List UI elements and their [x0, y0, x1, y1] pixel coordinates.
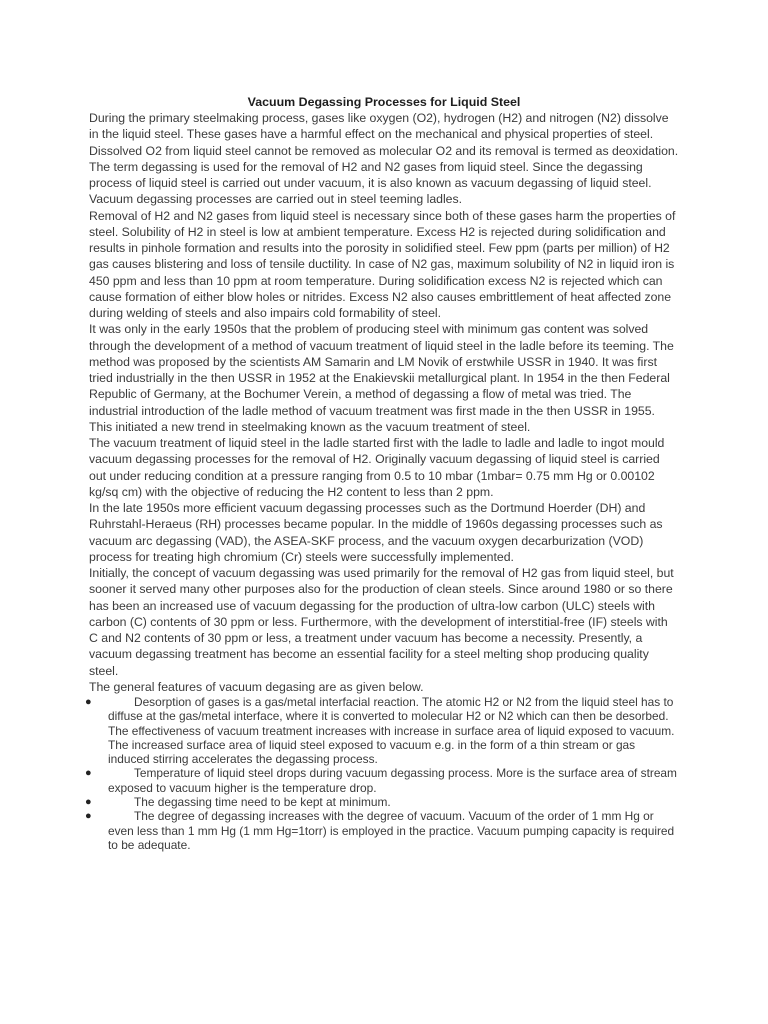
bullet-icon: ● — [85, 767, 92, 780]
list-item-text: Temperature of liquid steel drops during vacuum degassing process. More is the surface area of stream exposed to vacuum higher is the temperature drop. — [108, 766, 677, 795]
paragraph-ladle-treatment: The vacuum treatment of liquid steel in the ladle started first with the ladle to ladle and ladle to ingot mould vacuum degassing processes for the removal of H2. Originally vacuum degassing of liquid steel is carried out under reducing condition at a pressure ranging from 0.5 to 10 mbar (1mbar= 0.75 mm Hg or 0.00102 kg/sq cm) with the objective of reducing the H2 content to less than 2 ppm. — [89, 436, 665, 499]
list-item-text: The degassing time need to be kept at minimum. — [134, 795, 391, 810]
bullet-icon: ● — [85, 696, 92, 708]
bullet-icon: ● — [85, 796, 92, 809]
features-list — [85, 695, 679, 852]
paragraph-features-intro: The general features of vacuum degasing are as given below. — [89, 679, 424, 694]
paragraph-intro: During the primary steelmaking process, gases like oxygen (O2), hydrogen (H2) and nitrogen (N2) dissolve in the liquid steel. These gases have a harmful effect on the mechanical and physical properties of steel. Dissolved O2 from liquid steel cannot be removed as molecular O2 and its removal is termed as deoxidation. The term degassing is used for the removal of H2 and N2 gases from liquid steel. Since the degassing process of liquid steel is carried out under vacuum, it is also known as vacuum degassing of liquid steel. Vacuum degassing processes are carried out in steel teeming ladles. — [89, 111, 679, 207]
paragraph-clean-steel: Initially, the concept of vacuum degassing was used primarily for the removal of H2 gas from liquid steel, but sooner it served many other purposes also for the production of clean steels. Since around 1980 or so there has been an increased use of vacuum degassing for the production of ultra-low carbon (ULC) steels with carbon (C) contents of 30 ppm or less. Furthermore, with the development of interstitial-free (IF) steels with C and N2 contents of 30 ppm or less, a treatment under vacuum has become a necessity. Presently, a vacuum degassing treatment has become an essential facility for a steel melting shop producing quality steel. — [89, 566, 674, 678]
bullet-icon: ● — [85, 810, 92, 823]
list-item-text: The degree of degassing increases with the degree of vacuum. Vacuum of the order of 1 mm Hg or even less than 1 mm Hg (1 mm Hg=1torr) is employed in the practice. Vacuum pumping capacity is required to be adequate. — [108, 809, 675, 852]
paragraph-history: It was only in the early 1950s that the problem of producing steel with minimum gas content was solved through the development of a method of vacuum treatment of liquid steel in the ladle before its teeming. The method was proposed by the scientists AM Samarin and LM Novik of erstwhile USSR in 1940. It was first tried industrially in the then USSR in 1952 at the Enakievskii metallurgical plant. In 1954 in the then Federal Republic of Germany, at the Bochumer Verein, a method of degassing a flow of metal was tried. The industrial introduction of the ladle method of vacuum treatment was first made in the then USSR in 1955. This initiated a new trend in steelmaking known as the vacuum treatment of steel. — [89, 322, 674, 434]
list-item — [85, 766, 679, 795]
list-item-text: Desorption of gases is a gas/metal interfacial reaction. The atomic H2 or N2 from the liquid steel has to diffuse at the gas/metal interface, where it is converted to molecular H2 or N2 which can then be desorbed. The effectiveness of vacuum treatment increases with increase in surface area of liquid exposed to vacuum. The increased surface area of liquid steel exposed to vacuum e.g. in the form of a thin stream or gas induced stirring accelerates the degassing process. — [108, 695, 675, 767]
list-item — [85, 695, 679, 767]
list-item — [85, 795, 679, 810]
document-page — [85, 94, 679, 852]
paragraph-gas-removal: Removal of H2 and N2 gases from liquid steel is necessary since both of these gases harm the properties of steel. Solubility of H2 in steel is low at ambient temperature. Excess H2 is rejected during solidification and results in pinhole formation and results into the porosity in solidified steel. Few ppm (parts per million) of H2 gas causes blistering and loss of tensile ductility. In case of N2 gas, maximum solubility of N2 in liquid iron is 450 ppm and less than 10 ppm at room temperature. During solidification excess N2 is rejected which can cause formation of either blow holes or nitrides. Excess N2 also causes embrittlement of heat affected zone during welding of steels and also impairs cold formability of steel. — [89, 208, 676, 320]
list-item — [85, 809, 679, 852]
document-title: Vacuum Degassing Processes for Liquid Steel — [247, 95, 521, 109]
paragraph-processes: In the late 1950s more efficient vacuum degassing processes such as the Dortmund Hoerder (DH) and Ruhrstahl-Heraeus (RH) processes became popular. In the middle of 1960s degassing processes such as vacuum arc degassing (VAD), the ASEA-SKF process, and the vacuum oxygen decarburization (VOD) process for treating high chromium (Cr) steels were successfully implemented. — [89, 501, 663, 564]
